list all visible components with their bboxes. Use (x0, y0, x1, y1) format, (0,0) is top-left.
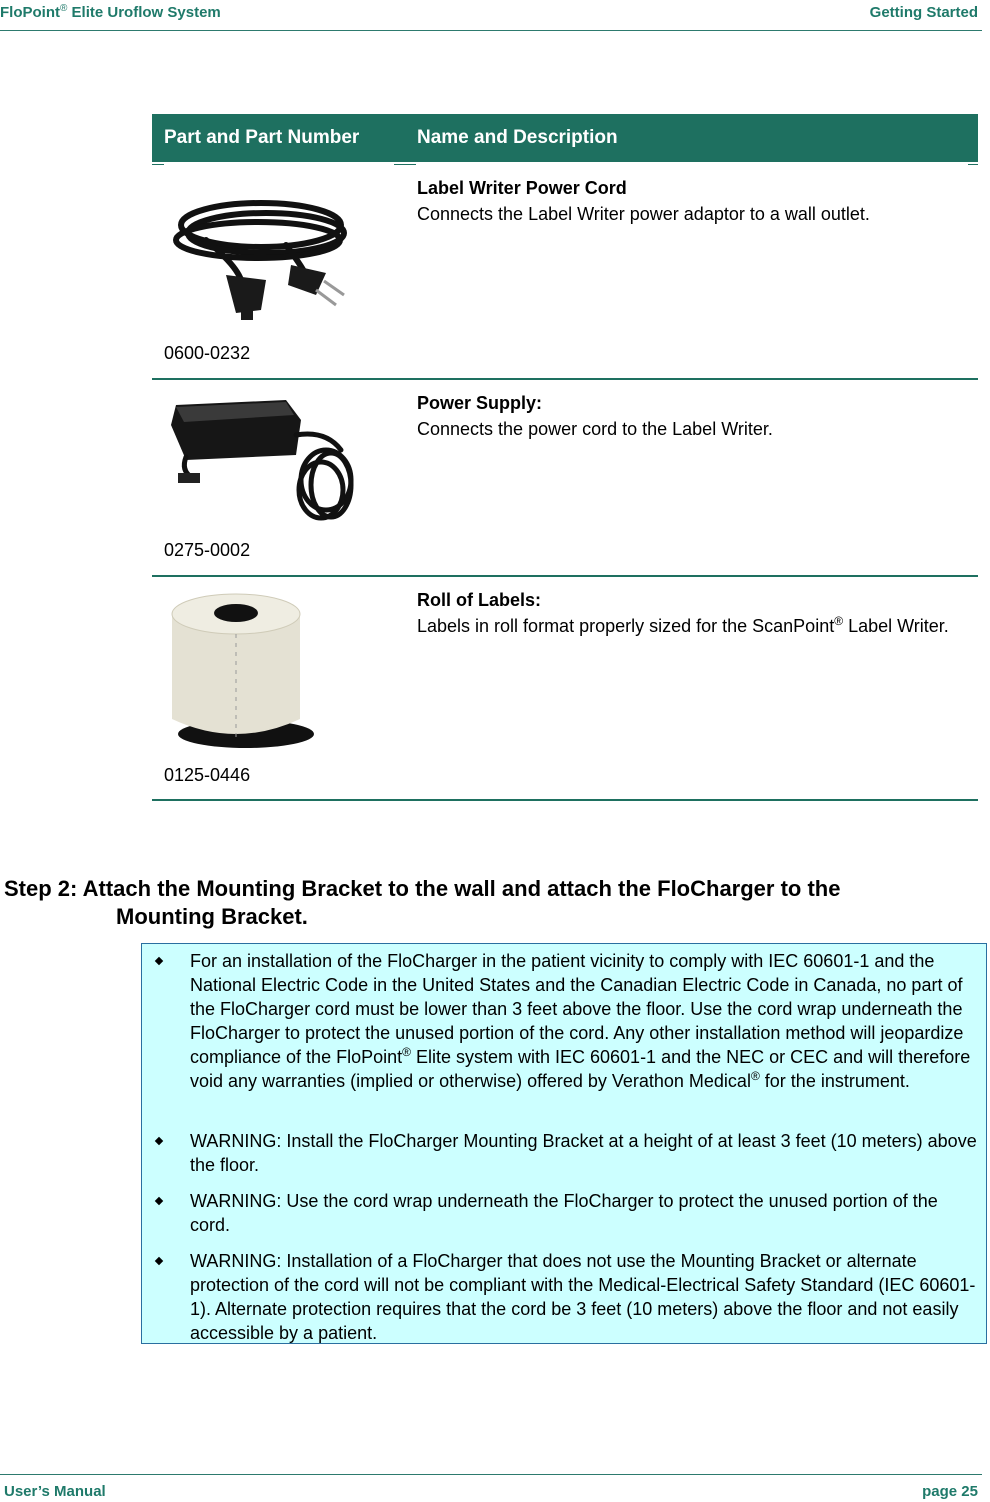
page-header (0, 0, 982, 31)
part-description: Connects the power cord to the Label Writer. (417, 419, 773, 439)
bullet-icon (155, 1257, 163, 1265)
bullet-icon (155, 1137, 163, 1145)
part-description: Connects the Label Writer power adaptor to a wall outlet. (417, 204, 870, 224)
table-row (152, 380, 978, 577)
parts-table (152, 114, 978, 801)
warning-box (141, 943, 987, 1344)
table-row (152, 165, 978, 380)
table-row (152, 577, 978, 801)
column-header-part: Part and Part Number (164, 127, 360, 148)
list-item: For an installation of the FloCharger in the patient vicinity to comply with IEC 60601-1 and the National Electric Code in the United States and the Canadian Electric Code in Canada, no part of the FloCharger cord must be lower than 3 feet above the floor. Use the cord wrap underneath the FloCharger to protect the unused portion of the cord. Any other installation method will jeopardize compliance of the FloPoint® Elite system with IEC 60601-1 and the NEC or CEC and will therefore void any warranties (implied or otherwise) offered by Verathon Medical® for the instrument. (190, 949, 980, 1093)
header-product-title: FloPoint® Elite Uroflow System (0, 3, 221, 21)
list-item: WARNING: Install the FloCharger Mounting Bracket at a height of at least 3 feet (10 meters) above the floor. (190, 1129, 980, 1177)
header-section-title: Getting Started (869, 4, 978, 21)
part-number: 0125-0446 (164, 765, 251, 785)
list-item: WARNING: Installation of a FloCharger that does not use the Mounting Bracket or alternate protection of the cord will not be compliant with the Medical-Electrical Safety Standard (IEC 60601-1). Alternate protection requires that the cord be 3 feet (10 meters) above the floor and not easily accessible by a patient. (190, 1249, 980, 1345)
bullet-icon (155, 957, 163, 965)
part-name: Roll of Labels: (417, 590, 542, 610)
part-number: 0275-0002 (164, 540, 251, 560)
power-supply-image (166, 395, 356, 530)
bullet-icon (155, 1197, 163, 1205)
list-item: WARNING: Use the cord wrap underneath the FloCharger to protect the unused portion of the cord. (190, 1189, 980, 1237)
part-name: Label Writer Power Cord (417, 178, 627, 198)
part-number: 0600-0232 (164, 343, 251, 363)
power-cord-image (166, 185, 356, 330)
footer-manual-label: User’s Manual (4, 1483, 106, 1500)
step-heading: Step 2: Attach the Mounting Bracket to the wall and attach the FloCharger to the Mounting Bracket. (4, 876, 841, 929)
column-header-name: Name and Description (417, 127, 618, 148)
table-header (152, 114, 978, 165)
part-description: Labels in roll format properly sized for the ScanPoint® Label Writer. (417, 614, 949, 636)
page-footer (0, 1474, 982, 1502)
part-name: Power Supply: (417, 393, 543, 413)
label-roll-image (166, 589, 316, 749)
page-number: page 25 (922, 1483, 978, 1500)
